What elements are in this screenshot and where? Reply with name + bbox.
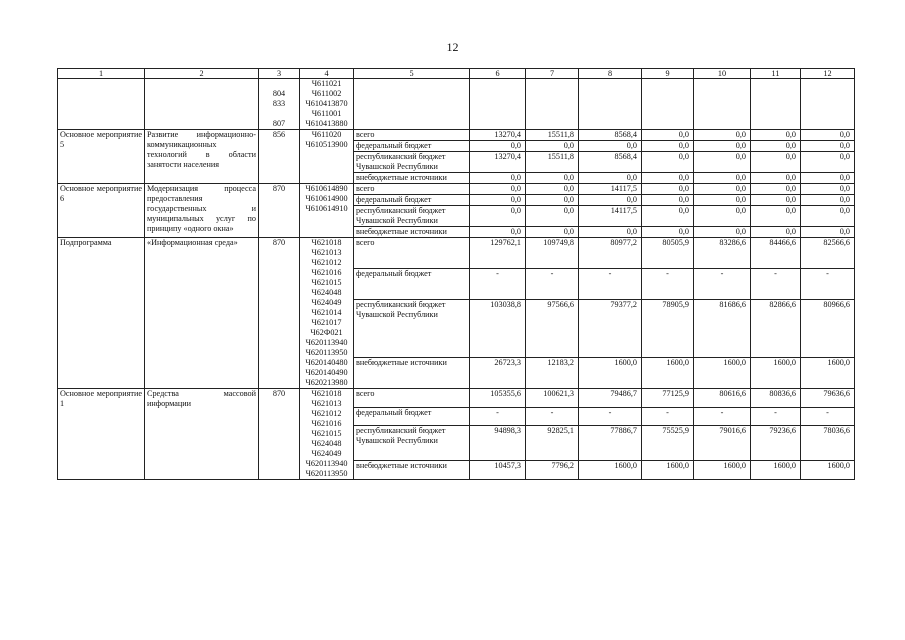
grbs-code: 870	[259, 389, 300, 480]
column-number: 11	[751, 69, 801, 79]
amount-cell: 0,0	[470, 184, 526, 195]
amount-cell: 0,0	[694, 195, 751, 206]
amount-cell: 15511,8	[526, 152, 579, 173]
amount-cell: -	[694, 407, 751, 426]
table-row	[58, 389, 855, 408]
table-body	[58, 69, 855, 480]
column-number: 7	[526, 69, 579, 79]
kbk-code: Ч620140480	[305, 358, 348, 367]
kbk-code: Ч621012	[311, 409, 342, 418]
column-number: 3	[259, 69, 300, 79]
funding-source: внебюджетные источники	[354, 227, 470, 238]
amount-cell: 78036,6	[801, 426, 855, 461]
empty-cell	[526, 79, 579, 130]
amount-cell: 77125,9	[642, 389, 694, 408]
amount-cell: 0,0	[526, 141, 579, 152]
amount-cell: 0,0	[526, 227, 579, 238]
amount-cell: -	[751, 268, 801, 299]
kbk-code: Ч610614910	[305, 204, 348, 213]
amount-cell: 94898,3	[470, 426, 526, 461]
kbk-code: Ч620113950	[305, 348, 348, 357]
funding-source: федеральный бюджет	[354, 407, 470, 426]
amount-cell: 0,0	[579, 195, 642, 206]
kbk-code: Ч611002	[311, 89, 342, 98]
empty-cell	[694, 79, 751, 130]
column-number: 2	[145, 69, 259, 79]
kbk-code: Ч624049	[311, 298, 342, 307]
kbk-code: Ч621012	[311, 258, 342, 267]
amount-cell: 80966,6	[801, 299, 855, 358]
amount-cell: 1600,0	[751, 461, 801, 480]
amount-cell: 0,0	[801, 195, 855, 206]
table-row	[58, 184, 855, 195]
kbk-cell	[300, 130, 354, 184]
amount-cell: 13270,4	[470, 152, 526, 173]
funding-source: внебюджетные источники	[354, 173, 470, 184]
column-number: 10	[694, 69, 751, 79]
amount-cell: 0,0	[642, 173, 694, 184]
column-number: 8	[579, 69, 642, 79]
kbk-code: Ч620113950	[305, 469, 348, 478]
kbk-code: Ч621013	[311, 399, 342, 408]
amount-cell: 0,0	[470, 141, 526, 152]
amount-cell: 129762,1	[470, 238, 526, 269]
amount-cell: -	[579, 268, 642, 299]
responsible-cell	[58, 79, 145, 130]
amount-cell: -	[801, 407, 855, 426]
column-number: 6	[470, 69, 526, 79]
funding-source: всего	[354, 389, 470, 408]
table-row	[58, 130, 855, 141]
amount-cell: 79636,6	[801, 389, 855, 408]
grbs-code: 807	[272, 119, 286, 128]
amount-cell: 0,0	[751, 184, 801, 195]
funding-source: республиканский бюджет Чувашской Республики	[354, 299, 470, 358]
amount-cell: 1600,0	[579, 358, 642, 389]
amount-cell: 12183,2	[526, 358, 579, 389]
amount-cell: 82866,6	[751, 299, 801, 358]
empty-cell	[579, 79, 642, 130]
amount-cell: -	[801, 268, 855, 299]
amount-cell: 82566,6	[801, 238, 855, 269]
kbk-code: Ч620113940	[305, 459, 348, 468]
amount-cell: 0,0	[751, 141, 801, 152]
grbs-code: 804	[272, 89, 286, 98]
amount-cell: 79236,6	[751, 426, 801, 461]
amount-cell: 0,0	[642, 141, 694, 152]
amount-cell: 0,0	[642, 184, 694, 195]
kbk-code: Ч621018	[311, 238, 342, 247]
amount-cell: 0,0	[801, 184, 855, 195]
amount-cell: 0,0	[801, 152, 855, 173]
amount-cell: 0,0	[801, 141, 855, 152]
amount-cell: 80836,6	[751, 389, 801, 408]
kbk-code: Ч621017	[311, 318, 342, 327]
continuation-row	[58, 79, 855, 130]
amount-cell: 97566,6	[526, 299, 579, 358]
amount-cell: 0,0	[642, 227, 694, 238]
amount-cell: 81686,6	[694, 299, 751, 358]
amount-cell: 0,0	[801, 206, 855, 227]
kbk-code: Ч624048	[311, 439, 342, 448]
program-name: Подпрограмма	[58, 238, 145, 389]
amount-cell: -	[470, 407, 526, 426]
amount-cell: -	[751, 407, 801, 426]
amount-cell: 84466,6	[751, 238, 801, 269]
empty-cell	[354, 79, 470, 130]
amount-cell: 0,0	[694, 173, 751, 184]
amount-cell: 77886,7	[579, 426, 642, 461]
kbk-code: Ч610413880	[305, 119, 348, 128]
kbk-code: Ч611020	[311, 130, 342, 139]
amount-cell: 0,0	[694, 152, 751, 173]
amount-cell: 0,0	[694, 227, 751, 238]
amount-cell: 0,0	[751, 173, 801, 184]
funding-source: всего	[354, 238, 470, 269]
amount-cell: 0,0	[526, 173, 579, 184]
table-row	[58, 238, 855, 269]
header-row	[58, 69, 855, 79]
kbk-code: Ч624049	[311, 449, 342, 458]
kbk-code: Ч621015	[311, 278, 342, 287]
amount-cell: 1600,0	[801, 358, 855, 389]
funding-source: республиканский бюджет Чувашской Республики	[354, 152, 470, 173]
funding-source: республиканский бюджет Чувашской Республики	[354, 426, 470, 461]
amount-cell: 0,0	[526, 206, 579, 227]
amount-cell: 7796,2	[526, 461, 579, 480]
funding-source: федеральный бюджет	[354, 141, 470, 152]
amount-cell: -	[470, 268, 526, 299]
amount-cell: 1600,0	[801, 461, 855, 480]
kbk-code: Ч621015	[311, 429, 342, 438]
amount-cell: 105355,6	[470, 389, 526, 408]
amount-cell: 0,0	[526, 195, 579, 206]
amount-cell: 1600,0	[694, 461, 751, 480]
amount-cell: 0,0	[642, 195, 694, 206]
amount-cell: 0,0	[694, 206, 751, 227]
amount-cell: -	[694, 268, 751, 299]
kbk-code: Ч610614890	[305, 184, 348, 193]
kbk-code: Ч620140490	[305, 368, 348, 377]
amount-cell: 79377,2	[579, 299, 642, 358]
program-name: Основное мероприятие 6	[58, 184, 145, 238]
amount-cell: 1600,0	[694, 358, 751, 389]
column-number: 12	[801, 69, 855, 79]
amount-cell: 26723,3	[470, 358, 526, 389]
kbk-cell	[300, 389, 354, 480]
amount-cell: 0,0	[470, 173, 526, 184]
program-title: Модернизация процесса предоставления государственных и муниципальных услуг по принципу «одного окна»	[145, 184, 259, 238]
amount-cell: 0,0	[751, 227, 801, 238]
amount-cell: 10457,3	[470, 461, 526, 480]
kbk-code: Ч624048	[311, 288, 342, 297]
amount-cell: -	[526, 407, 579, 426]
amount-cell: 0,0	[751, 206, 801, 227]
kbk-cell	[300, 79, 354, 130]
amount-cell: 0,0	[470, 227, 526, 238]
amount-cell: -	[526, 268, 579, 299]
amount-cell: 13270,4	[470, 130, 526, 141]
program-name: Основное мероприятие 5	[58, 130, 145, 184]
amount-cell: 78905,9	[642, 299, 694, 358]
kbk-code: Ч611021	[311, 79, 342, 88]
amount-cell: 0,0	[751, 152, 801, 173]
kbk-code: Ч621014	[311, 308, 342, 317]
grbs-code	[261, 109, 297, 119]
column-number: 1	[58, 69, 145, 79]
amount-cell: 0,0	[801, 173, 855, 184]
amount-cell: 14117,5	[579, 184, 642, 195]
amount-cell: 1600,0	[751, 358, 801, 389]
amount-cell: 80505,9	[642, 238, 694, 269]
kbk-cell	[300, 184, 354, 238]
amount-cell: 80616,6	[694, 389, 751, 408]
amount-cell: 0,0	[694, 184, 751, 195]
kbk-code: Ч611001	[311, 109, 342, 118]
amount-cell: 79486,7	[579, 389, 642, 408]
grbs-code: 833	[272, 99, 286, 108]
grbs-code	[261, 79, 297, 89]
amount-cell: 15511,8	[526, 130, 579, 141]
grbs-code: 856	[259, 130, 300, 184]
program-title: Развитие информационно-коммуникационных технологий в области занятости населения	[145, 130, 259, 184]
funding-source: федеральный бюджет	[354, 195, 470, 206]
amount-cell: 92825,1	[526, 426, 579, 461]
amount-cell: 109749,8	[526, 238, 579, 269]
amount-cell: 0,0	[642, 152, 694, 173]
funding-source: внебюджетные источники	[354, 358, 470, 389]
funding-source: республиканский бюджет Чувашской Республики	[354, 206, 470, 227]
page-number: 12	[446, 40, 459, 54]
amount-cell: 0,0	[526, 184, 579, 195]
budget-table	[57, 68, 855, 480]
kbk-code: Ч620113940	[305, 338, 348, 347]
amount-cell: 8568,4	[579, 152, 642, 173]
empty-cell	[470, 79, 526, 130]
amount-cell: -	[579, 407, 642, 426]
amount-cell: 83286,6	[694, 238, 751, 269]
amount-cell: 80977,2	[579, 238, 642, 269]
kbk-code: Ч621016	[311, 419, 342, 428]
amount-cell: 1600,0	[579, 461, 642, 480]
amount-cell: 0,0	[694, 141, 751, 152]
empty-cell	[751, 79, 801, 130]
amount-cell: 14117,5	[579, 206, 642, 227]
kbk-code: Ч610513900	[305, 140, 348, 149]
amount-cell: 75525,9	[642, 426, 694, 461]
amount-cell: 0,0	[694, 130, 751, 141]
amount-cell: 0,0	[579, 141, 642, 152]
kbk-code: Ч610614900	[305, 194, 348, 203]
amount-cell: 0,0	[579, 173, 642, 184]
funding-source: всего	[354, 130, 470, 141]
kbk-cell	[300, 238, 354, 389]
amount-cell: 103038,8	[470, 299, 526, 358]
empty-cell	[642, 79, 694, 130]
amount-cell: -	[642, 268, 694, 299]
amount-cell: 1600,0	[642, 358, 694, 389]
grbs-code: 870	[259, 238, 300, 389]
column-number: 5	[354, 69, 470, 79]
program-name: Основное мероприятие 1	[58, 389, 145, 480]
kbk-code: Ч610413870	[305, 99, 348, 108]
amount-cell: 1600,0	[642, 461, 694, 480]
program-title: «Информационная среда»	[145, 238, 259, 389]
amount-cell: 0,0	[642, 130, 694, 141]
empty-cell	[801, 79, 855, 130]
program-title: Средства массовой информации	[145, 389, 259, 480]
amount-cell: 0,0	[470, 195, 526, 206]
amount-cell: 0,0	[801, 130, 855, 141]
amount-cell: 8568,4	[579, 130, 642, 141]
amount-cell: 100621,3	[526, 389, 579, 408]
column-number: 9	[642, 69, 694, 79]
funding-source: внебюджетные источники	[354, 461, 470, 480]
column-number: 4	[300, 69, 354, 79]
amount-cell: 0,0	[801, 227, 855, 238]
kbk-code: Ч621018	[311, 389, 342, 398]
grbs-code: 870	[259, 184, 300, 238]
funding-source: федеральный бюджет	[354, 268, 470, 299]
amount-cell: 0,0	[751, 195, 801, 206]
grbs-cell	[259, 79, 300, 130]
amount-cell: 0,0	[642, 206, 694, 227]
amount-cell: 0,0	[751, 130, 801, 141]
title-cell	[145, 79, 259, 130]
funding-source: всего	[354, 184, 470, 195]
amount-cell: -	[642, 407, 694, 426]
kbk-code: Ч620213980	[305, 378, 348, 387]
amount-cell: 0,0	[579, 227, 642, 238]
kbk-code: Ч62Ф021	[310, 328, 343, 337]
amount-cell: 79016,6	[694, 426, 751, 461]
kbk-code: Ч621016	[311, 268, 342, 277]
amount-cell: 0,0	[470, 206, 526, 227]
kbk-code: Ч621013	[311, 248, 342, 257]
